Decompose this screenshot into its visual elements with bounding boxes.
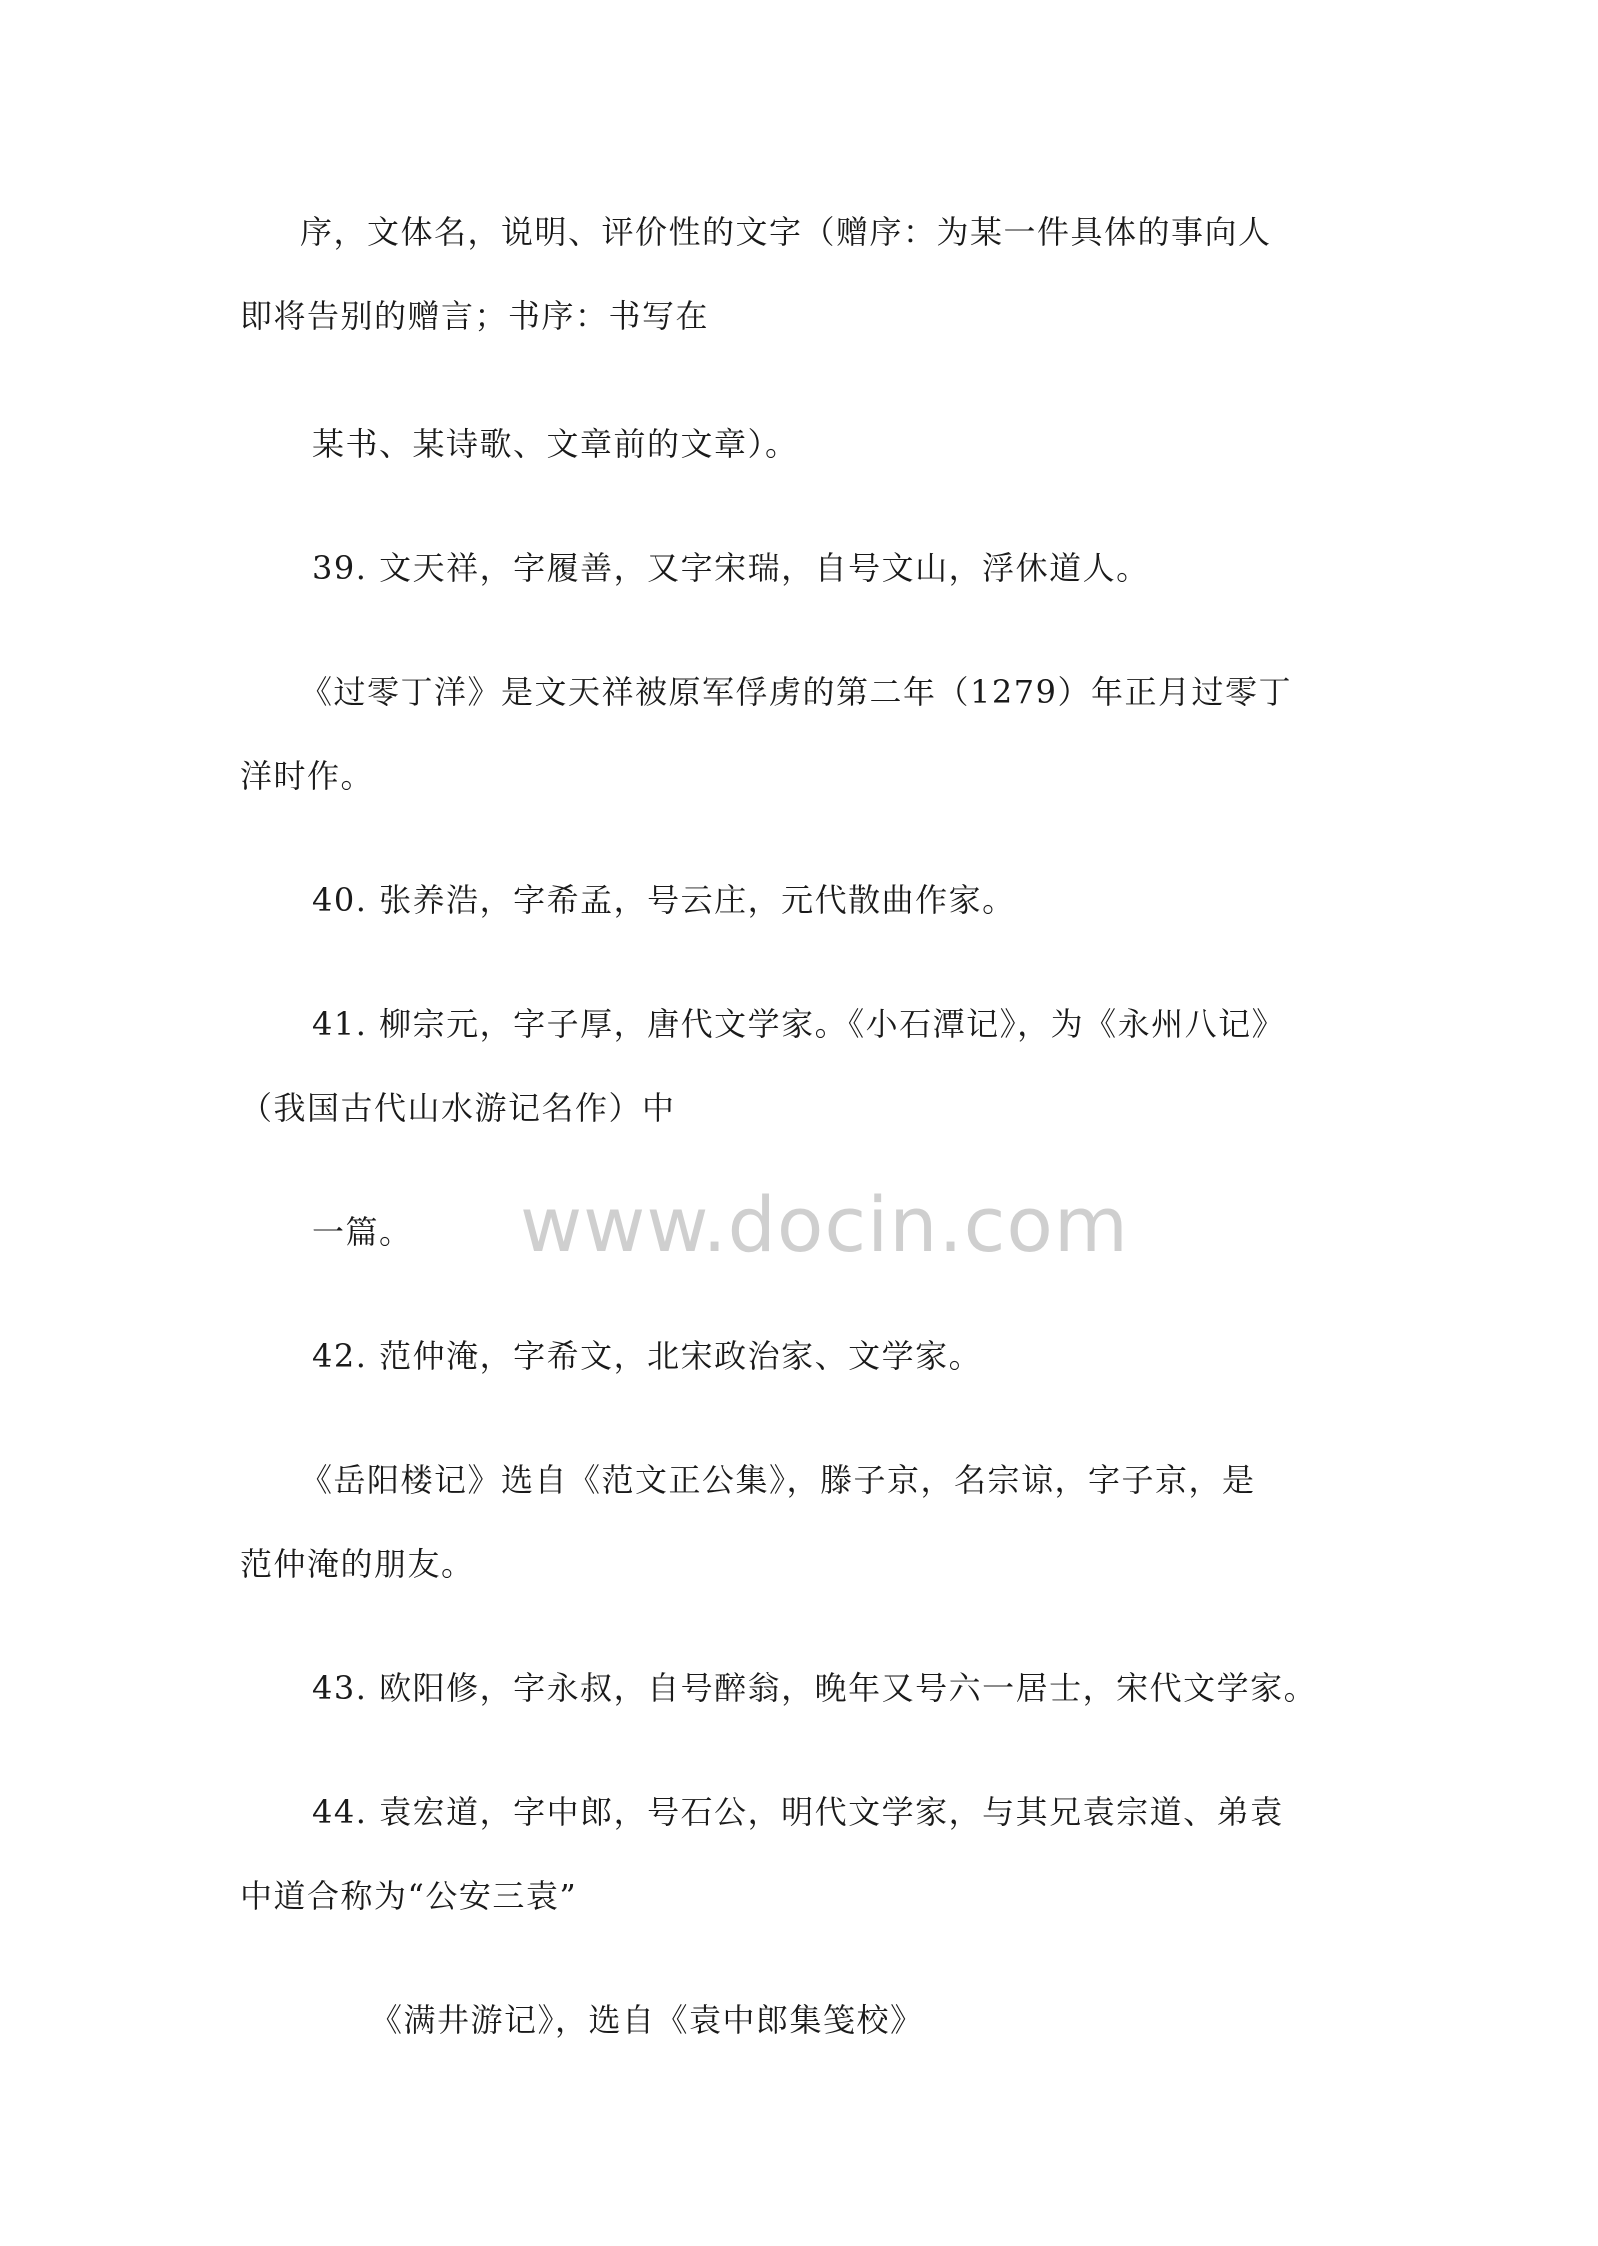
paragraph-line: 即将告别的赠言；书序：书写在	[240, 297, 710, 335]
paragraph-line: 某书、某诗歌、文章前的文章）。	[312, 425, 799, 463]
paragraph-line: （我国古代山水游记名作）中	[240, 1089, 676, 1127]
paragraph-line: 42. 范仲淹，字希文，北宋政治家、文学家。	[312, 1337, 983, 1375]
paragraph-line: 序，文体名，说明、评价性的文字（赠序：为某一件具体的事向人	[300, 213, 1272, 251]
paragraph-line: 一篇。	[312, 1213, 413, 1251]
paragraph-line: 《满井游记》，选自《袁中郎集笺校》	[370, 2001, 924, 2039]
paragraph-line: 《过零丁洋》是文天祥被原军俘虏的第二年（1279）年正月过零丁	[300, 673, 1292, 711]
paragraph-line: 41. 柳宗元，字子厚，唐代文学家。《小石潭记》，为《永州八记》	[312, 1005, 1286, 1043]
paragraph-line: 40. 张养浩，字希孟，号云庄，元代散曲作家。	[312, 881, 1016, 919]
paragraph-line: 43. 欧阳修，字永叔，自号醉翁，晚年又号六一居士，宋代文学家。	[312, 1669, 1318, 1707]
paragraph-line: 39. 文天祥，字履善，又字宋瑞，自号文山，浮休道人。	[312, 549, 1150, 587]
paragraph-line: 44. 袁宏道，字中郎，号石公，明代文学家，与其兄袁宗道、弟袁	[312, 1793, 1284, 1831]
watermark: www.docin.com	[520, 1180, 1129, 1269]
paragraph-line: 中道合称为“公安三袁”	[240, 1877, 578, 1915]
paragraph-line: 《岳阳楼记》选自《范文正公集》，滕子京，名宗谅，字子京，是	[300, 1461, 1256, 1499]
paragraph-line: 洋时作。	[240, 757, 375, 795]
paragraph-line: 范仲淹的朋友。	[240, 1545, 475, 1583]
